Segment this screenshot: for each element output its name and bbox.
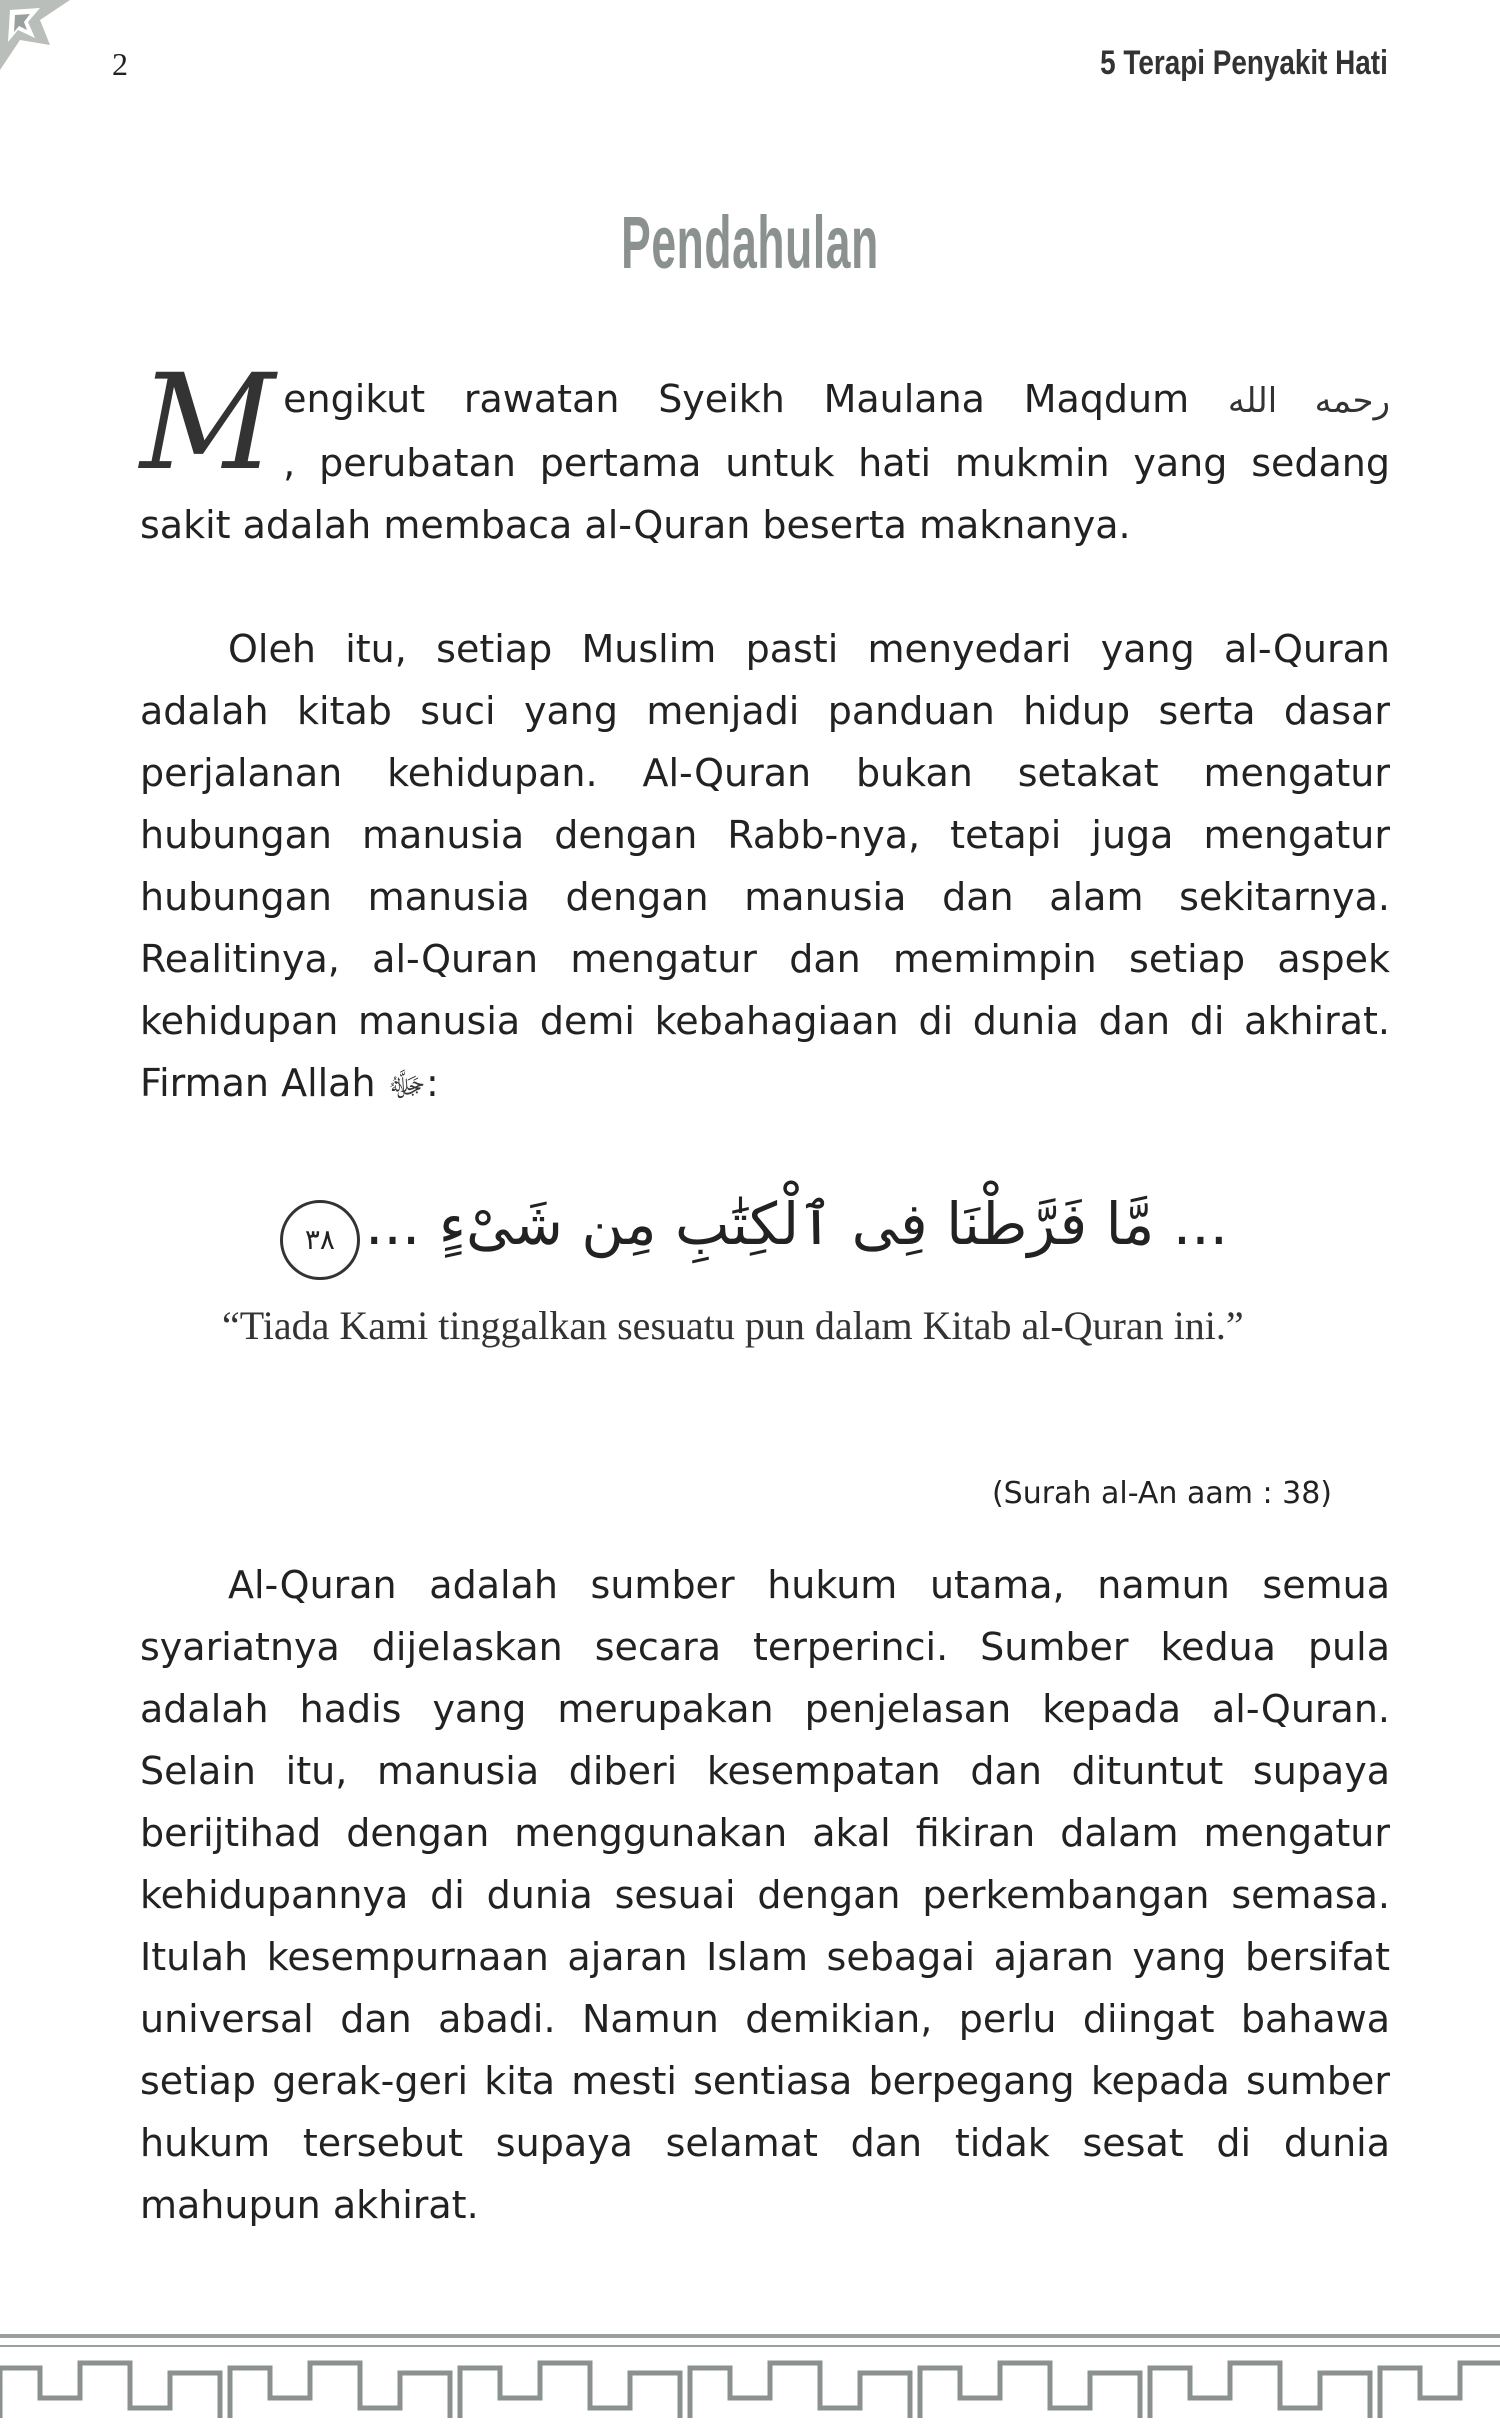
quran-verse — [0, 1190, 1500, 1280]
intro-line-text: engikut rawatan Syeikh Maulana Maqdum — [283, 377, 1190, 421]
paragraph-2-text: Oleh itu, setiap Muslim pasti menyedari yang al-Quran adalah kitab suci yang menjadi panduan hidup serta dasar perjalanan kehidupan. Al-Quran bukan setakat mengatur hubungan manusia dengan Rabb-nya, tetapi juga mengatur hubungan manusia dengan manusia dan alam sekitarnya. Realitinya, al-Quran mengatur dan memimpin setiap aspek kehidupan manusia demi kebahagiaan di dunia dan di akhirat. Firman Allah — [140, 627, 1390, 1105]
ayah-number-mark: ٣٨ — [280, 1200, 360, 1280]
page-number: 2 — [112, 46, 128, 82]
chapter-title: Pendahulan — [621, 201, 879, 284]
allah-honorific-glyph: ﷻ — [387, 1065, 427, 1105]
decorative-border-icon — [0, 2328, 1500, 2428]
corner-ornament-icon — [0, 0, 70, 70]
intro-rest: , perubatan pertama untuk hati mukmin yang sedang sakit adalah membaca al-Quran beserta maknanya. — [140, 441, 1390, 547]
verse-arabic: ... مَّا فَرَّطْنَا فِى ٱلْكِتَٰبِ مِن شَىْءٍ ... — [364, 1190, 1229, 1258]
paragraph-2-colon: : — [426, 1061, 439, 1105]
verse-reference: (Surah al-An aam : 38) — [991, 1476, 1332, 1511]
paragraph-sources-of-law: Al-Quran adalah sumber hukum utama, namun semua syariatnya dijelaskan secara terperinci. Sumber kedua pula adalah hadis yang merupakan penjelasan kepada al-Quran. Selain itu, manusia diberi kesempatan dan dituntut supaya berijtihad dengan menggunakan akal fikiran dalam mengatur kehidupannya di dunia sesuai dengan perkembangan semasa. Itulah kesempurnaan ajaran Islam sebagai ajaran yang bersifat universal dan abadi. Namun demikian, perlu diingat bahawa setiap gerak-geri kita mesti sentiasa berpegang kepada sumber hukum tersebut supaya selamat dan tidak sesat di dunia mahupun akhirat. — [140, 1563, 1390, 2227]
intro-first-line — [140, 368, 1390, 432]
honorific-glyph: رحمه الله — [1227, 381, 1390, 421]
paragraph-quran-guidance — [140, 618, 1390, 1116]
paragraph-intro — [140, 346, 1390, 556]
running-title: 5 Terapi Penyakit Hati — [1100, 44, 1388, 82]
drop-cap: M — [140, 346, 276, 500]
verse-translation: “Tiada Kami tinggalkan sesuatu pun dalam Kitab al-Quran ini.” — [222, 1303, 1244, 1348]
